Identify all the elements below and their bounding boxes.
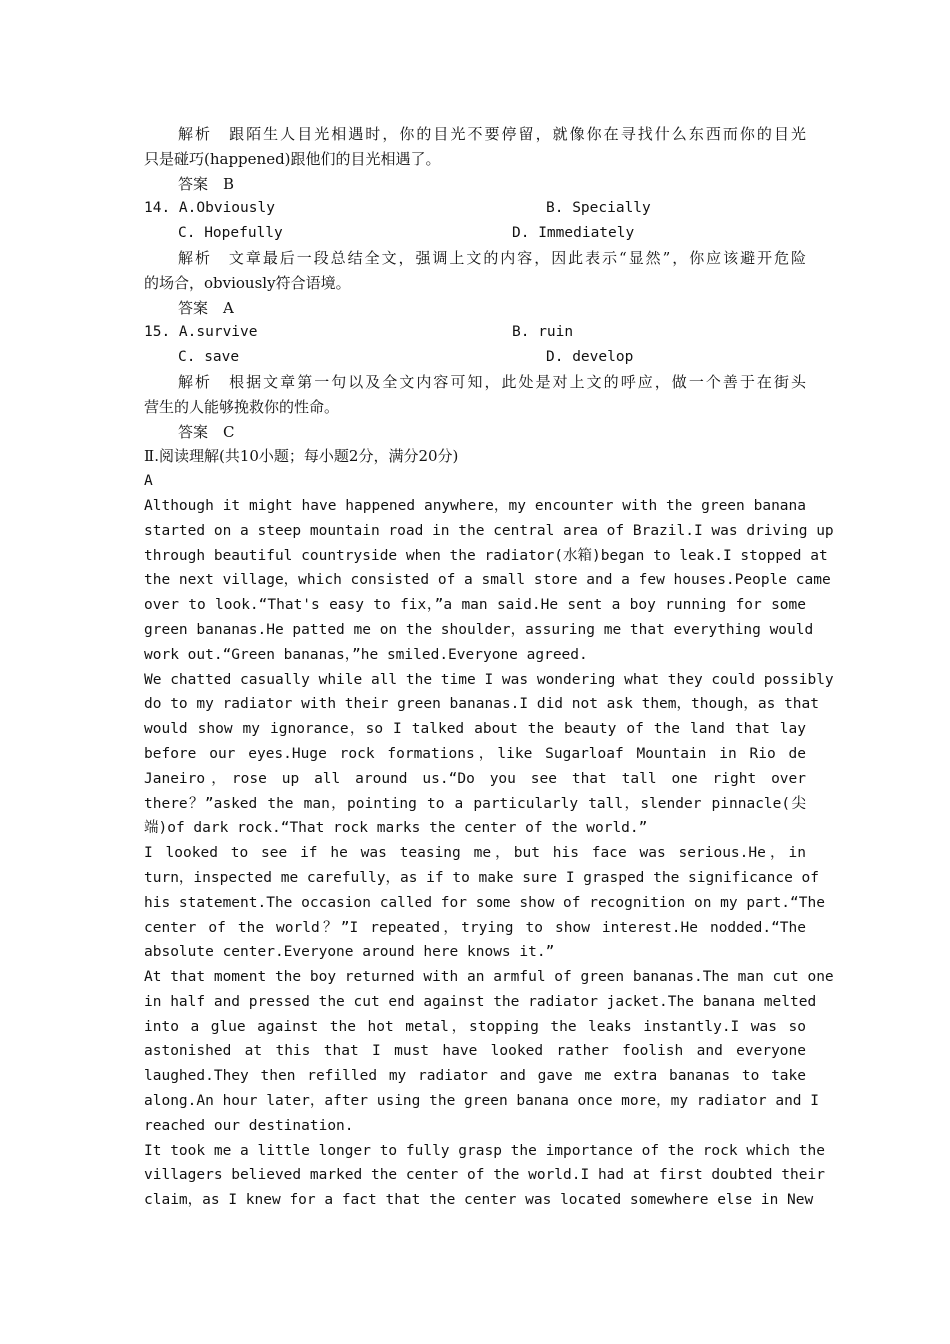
q15-option-a: 15. A.survive xyxy=(144,324,258,341)
passage-line: over to look.“That's easy to fix，”a man said.He sent a boy running for some xyxy=(144,597,806,614)
q13-answer: 答案 B xyxy=(178,174,235,193)
passage-line: his statement.The occasion called for some show of recognition on my part.“The xyxy=(144,894,825,911)
q14-explanation-line-2: 的场合，obviously符合语境。 xyxy=(144,273,351,292)
passage-line: before our eyes.Huge rock formations，like Sugarloaf Mountain in Rio de xyxy=(144,745,806,762)
q13-explanation-line-1: 解析 跟陌生人目光相遇时，你的目光不要停留，就像你在寻找什么东西而你的目光 xyxy=(178,125,806,143)
section-heading: Ⅱ.阅读理解(共10小题；每小题2分，满分20分) xyxy=(144,447,459,466)
passage-line: I looked to see if he was teasing me，but his face was serious.He，in xyxy=(144,845,806,862)
passage-line: along.An hour later，after using the green banana once more，my radiator and I xyxy=(144,1093,820,1110)
q14-option-a: 14. A.Obviously xyxy=(144,200,275,217)
passage-line: Although it might have happened anywhere，my encounter with the green banana xyxy=(144,497,806,514)
passage-line: there？”asked the man，pointing to a particularly tall，slender pinnacle(尖 xyxy=(144,795,806,812)
q14-option-b: B. Specially xyxy=(546,200,651,217)
passage-line: We chatted casually while all the time I was wondering what they could possibly xyxy=(144,671,834,688)
passage-line: absolute center.Everyone around here knows it.” xyxy=(144,944,555,961)
passage-line: laughed.They then refilled my radiator and gave me extra bananas to take xyxy=(144,1068,806,1085)
q15-option-c: C. save xyxy=(178,349,240,366)
passage-line: Janeiro，rose up all around us.“Do you see that tall one right over xyxy=(144,770,806,787)
passage-line: work out.“Green bananas，”he smiled.Everyone agreed. xyxy=(144,646,588,663)
passage-line: would show my ignorance，so I talked about the beauty of the land that lay xyxy=(144,721,806,738)
q14-option-c: C. Hopefully xyxy=(178,225,283,242)
q14-options-row-2 xyxy=(144,221,806,246)
passage-line: center of the world？”I repeated，trying to show interest.He nodded.“The xyxy=(144,919,806,936)
q15-explanation-line-1: 解析 根据文章第一句以及全文内容可知，此处是对上文的呼应，做一个善于在街头 xyxy=(178,372,806,391)
passage-line: 端)of dark rock.“That rock marks the center of the world.” xyxy=(144,820,648,837)
passage-line: turn，inspected me carefully，as if to make sure I grasped the significance of xyxy=(144,869,820,886)
q14-explanation-line-1: 解析 文章最后一段总结全文，强调上文的内容，因此表示“显然”，你应该避开危险 xyxy=(178,248,806,267)
passage-line: claim，as I knew for a fact that the center was located somewhere else in New xyxy=(144,1192,814,1209)
passage-line: reached our destination. xyxy=(144,1117,354,1134)
q15-explanation-line-2: 营生的人能够挽救你的性命。 xyxy=(144,397,340,416)
passage-line: astonished at this that I must have looked rather foolish and everyone xyxy=(144,1043,806,1060)
q14-option-d: D. Immediately xyxy=(512,225,635,242)
passage-line: villagers believed marked the center of the world.I had at first doubted their xyxy=(144,1167,825,1184)
q15-option-b: B. ruin xyxy=(512,324,574,341)
passage-label: A xyxy=(144,473,153,490)
passage-line: through beautiful countryside when the radiator(水箱)began to leak.I stopped at xyxy=(144,547,828,564)
passage-paragraph-4 xyxy=(144,965,834,1139)
passage-line: green bananas.He patted me on the shoulder，assuring me that everything would xyxy=(144,621,814,638)
passage-paragraph-1 xyxy=(144,494,834,668)
passage-line: At that moment the boy returned with an armful of green bananas.The man cut one xyxy=(144,969,834,986)
q15-options-row-1 xyxy=(144,320,806,345)
passage-paragraph-3 xyxy=(144,841,825,965)
passage-line: in half and pressed the cut end against the radiator jacket.The banana melted xyxy=(144,993,817,1010)
q14-options-row-1 xyxy=(144,196,806,221)
passage-line: into a glue against the hot metal，stopping the leaks instantly.I was so xyxy=(144,1018,806,1035)
q15-option-d: D. develop xyxy=(546,349,634,366)
document-body xyxy=(144,122,834,1213)
passage-line: started on a steep mountain road in the central area of Brazil.I was driving up xyxy=(144,522,834,539)
q13-explanation-line-2: 只是碰巧(happened)跟他们的目光相遇了。 xyxy=(144,149,441,168)
q15-options-row-2 xyxy=(144,345,806,370)
passage-line: do to my radiator with their green bananas.I did not ask them，though，as that xyxy=(144,696,820,713)
q15-answer: 答案 C xyxy=(178,422,235,441)
passage-line: the next village，which consisted of a small store and a few houses.People came xyxy=(144,572,831,589)
passage-line: It took me a little longer to fully grasp the importance of the rock which the xyxy=(144,1142,825,1159)
passage-paragraph-5 xyxy=(144,1139,825,1213)
q14-answer: 答案 A xyxy=(178,298,234,317)
passage-paragraph-2 xyxy=(144,668,834,842)
